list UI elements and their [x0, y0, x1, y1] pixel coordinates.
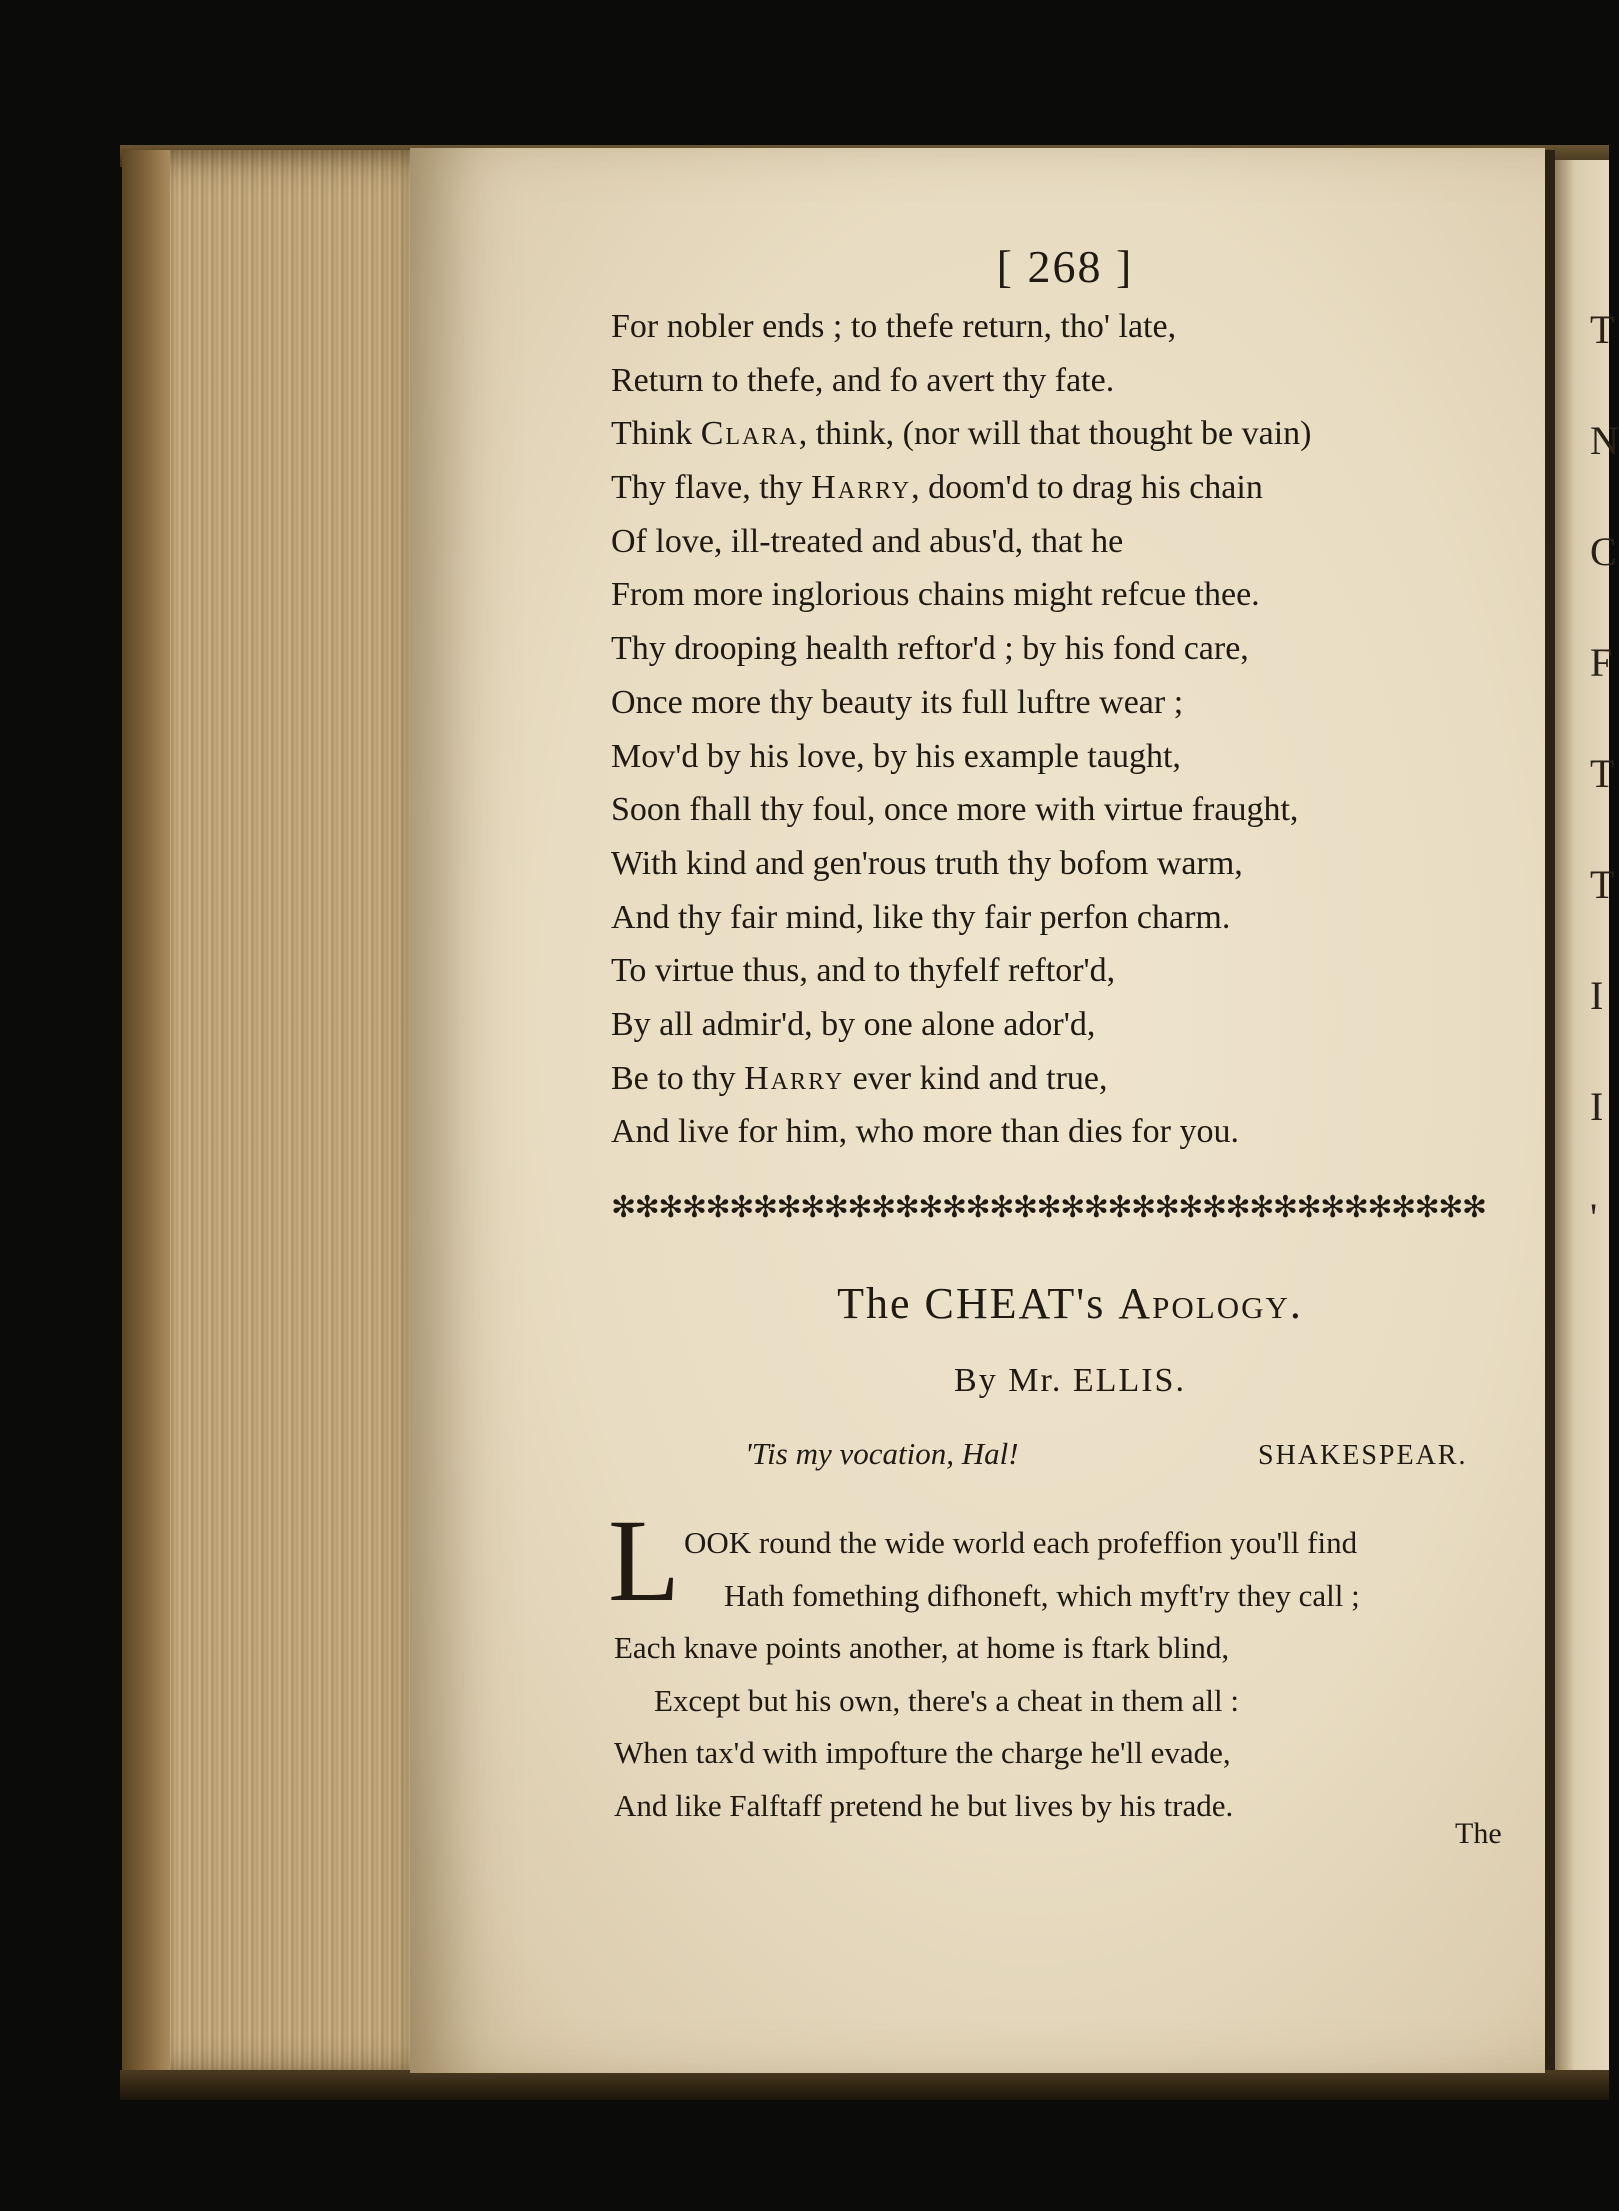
poem-stanza — [614, 1517, 1514, 1832]
verse-line: Once more thy beauty its full luftre wear ; — [611, 683, 1184, 721]
poem-line: Except but his own, there's a cheat in them all : — [654, 1682, 1239, 1718]
facing-letter: T — [1590, 862, 1615, 907]
binding-edge — [122, 150, 170, 2080]
verse-line: From more inglorious chains might refcue thee. — [611, 576, 1260, 614]
verse-line: Mov'd by his love, by his example taught, — [611, 737, 1181, 775]
name-small-caps: Clara — [700, 415, 799, 453]
facing-letter: T — [1590, 307, 1615, 352]
verse-line: With kind and gen'rous truth thy bofom warm, — [611, 844, 1243, 882]
poem-line: Each knave points another, at home is ftark blind, — [614, 1630, 1230, 1665]
poem-author: By Mr. ELLIS. — [954, 1362, 1186, 1399]
verse-line: And thy fair mind, like thy fair perfon charm. — [611, 898, 1231, 936]
poem-title: The CHEAT's Apology. — [837, 1279, 1303, 1328]
verse-line: Return to thefe, and fo avert thy fate. — [611, 361, 1115, 399]
epigraph-source: SHAKESPEAR. — [1258, 1440, 1468, 1471]
book-cover-bottom — [120, 2070, 1609, 2100]
facing-letter: I — [1590, 973, 1604, 1018]
verse-line: Soon fhall thy foul, once more with virtue fraught, — [611, 791, 1299, 829]
verse-line: Thy flave, thy Harry, doom'd to drag his chain — [611, 469, 1263, 507]
facing-letter: ' — [1590, 1195, 1598, 1240]
verse-line: Thy drooping health reftor'd ; by his fond care, — [611, 630, 1249, 668]
facing-letter: T — [1590, 751, 1615, 796]
catchword: The — [1455, 1817, 1502, 1850]
name-small-caps: Harry — [811, 469, 912, 507]
poem-line: OOK round the wide world each profeffion you'll find — [684, 1525, 1358, 1560]
verse-continuation — [611, 300, 1491, 1159]
name-small-caps: Harry — [744, 1059, 845, 1097]
facing-letter: I — [1590, 1084, 1604, 1129]
poem-line: When tax'd with impofture the charge he'll evade, — [614, 1735, 1231, 1770]
verse-line: Of love, ill-treated and abus'd, that he — [611, 522, 1124, 560]
verse-line: By all admir'd, by one alone ador'd, — [611, 1005, 1096, 1043]
facing-letter: N — [1590, 418, 1619, 463]
page-block-edge — [122, 150, 452, 2080]
poem-line: Hath fomething difhoneft, which myft'ry they call ; — [724, 1577, 1360, 1613]
epigraph: 'Tis my vocation, Hal! — [745, 1436, 1019, 1471]
verse-line: And live for him, who more than dies for you. — [611, 1113, 1239, 1151]
verse-line: Be to thy Harry ever kind and true, — [611, 1059, 1108, 1097]
ornament-rule: ✻✻✻✻✻✻✻✻✻✻✻✻✻✻✻✻✻✻✻✻✻✻✻✻✻✻✻✻✻✻✻✻✻✻✻✻✻ — [611, 1191, 1486, 1224]
drop-cap: L — [608, 1495, 681, 1626]
verse-line: For nobler ends ; to thefe return, tho' late, — [611, 308, 1177, 345]
verse-line: To virtue thus, and to thyfelf reftor'd, — [611, 952, 1116, 990]
facing-letter: C — [1590, 529, 1617, 574]
poem-line: And like Falftaff pretend he but lives by his trade. — [614, 1787, 1234, 1823]
facing-letter: F — [1590, 640, 1613, 685]
page-number: [ 268 ] — [996, 241, 1134, 292]
facing-page-letters — [1590, 307, 1619, 1309]
verse-line: Think Clara, think, (nor will that thought be vain) — [611, 415, 1312, 453]
book-gutter — [1545, 150, 1555, 2070]
